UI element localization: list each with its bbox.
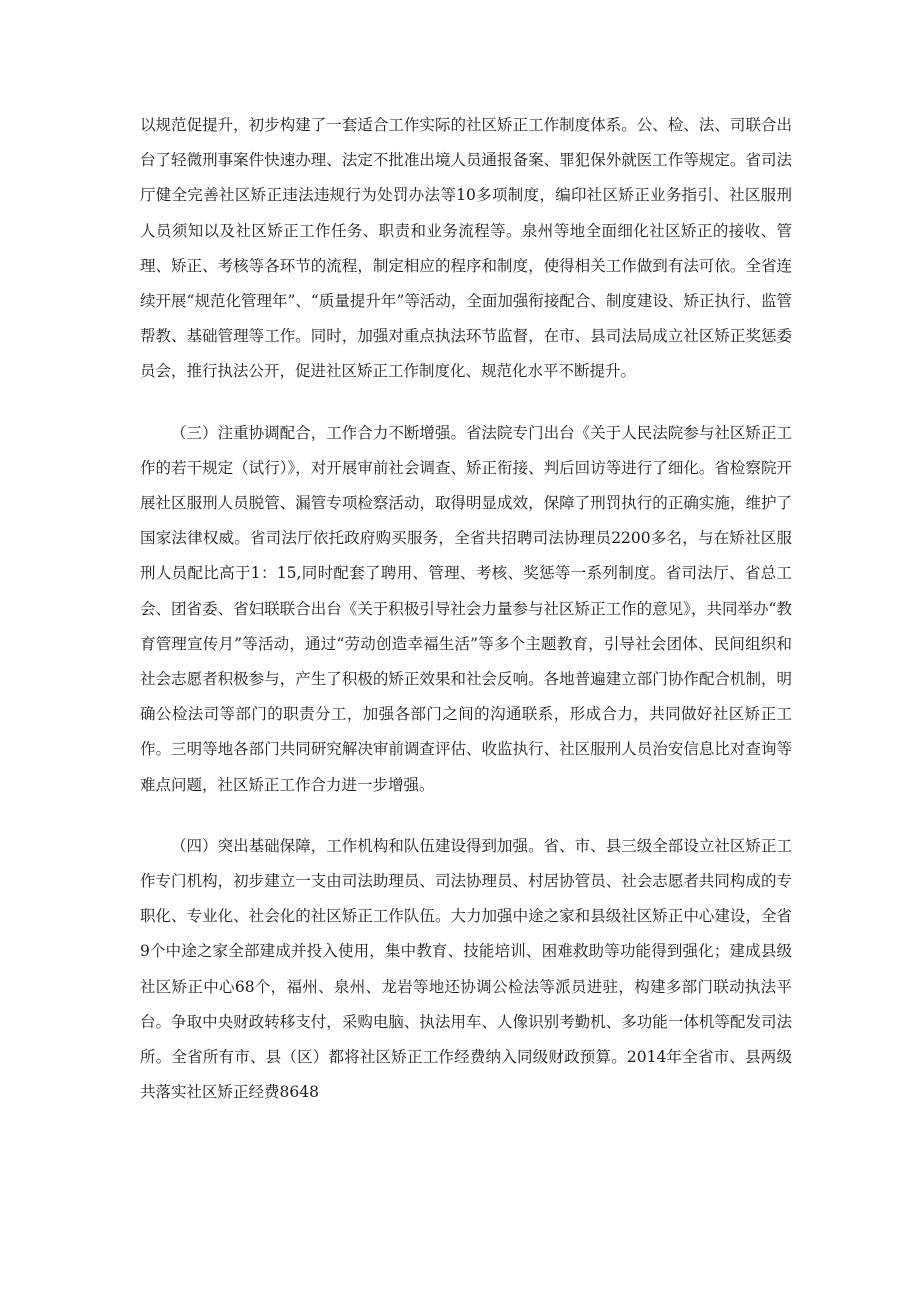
paragraph-section-three: （三）注重协调配合，工作合力不断增强。省法院专门出台《关于人民法院参与社区矫正工作的若干规定（试行）》，对开展审前社会调查、矫正衔接、判后回访等进行了细化。省检察院开展社区服刑人员脱管、漏管专项检察活动，取得明显成效，保障了刑罚执行的正确实施，维护了国家法律权威。省司法厅依托政府购买服务，全省共招聘司法协理员2200多名，与在矫社区服刑人员配比高于1：15,同时配套了聘用、管理、考核、奖惩等一系列制度。省司法厅、省总工会、团省委、省妇联联合出台《关于积极引导社会力量参与社区矫正工作的意见》，共同举办“教育管理宣传月”等活动，通过“劳动创造幸福生活”等多个主题教育，引导社会团体、民间组织和社会志愿者积极参与，产生了积极的矫正效果和社会反响。各地普遍建立部门协作配合机制，明确公检法司等部门的职责分工，加强各部门之间的沟通联系，形成合力，共同做好社区矫正工作。三明等地各部门共同研究解决审前调查评估、收监执行、社区服刑人员治安信息比对查询等难点问题，社区矫正工作合力进一步增强。	[140, 423, 792, 794]
document-page	[140, 108, 792, 1136]
paragraph-section-four: （四）突出基础保障，工作机构和队伍建设得到加强。省、市、县三级全部设立社区矫正工作专门机构，初步建立一支由司法助理员、司法协理员、村居协管员、社会志愿者共同构成的专职化、专业化、社会化的社区矫正工作队伍。大力加强中途之家和县级社区矫正中心建设，全省9个中途之家全部建成并投入使用，集中教育、技能培训、困难救助等功能得到强化；建成县级社区矫正中心68个，福州、泉州、龙岩等地还协调公检法等派员进驻，构建多部门联动执法平台。争取中央财政转移支付，采购电脑、执法用车、人像识别考勤机、多功能一体机等配发司法所。全省所有市、县（区）都将社区矫正工作经费纳入同级财政预算。2014年全省市、县两级共落实社区矫正经费8648	[140, 836, 792, 1102]
paragraph-continuation: 以规范促提升，初步构建了一套适合工作实际的社区矫正工作制度体系。公、检、法、司联合出台了轻微刑事案件快速办理、法定不批准出境人员通报备案、罪犯保外就医工作等规定。省司法厅健全完善社区矫正违法违规行为处罚办法等10多项制度，编印社区矫正业务指引、社区服刑人员须知以及社区矫正工作任务、职责和业务流程等。泉州等地全面细化社区矫正的接收、管理、矫正、考核等各环节的流程，制定相应的程序和制度，使得相关工作做到有法可依。全省连续开展“规范化管理年”、“质量提升年”等活动，全面加强衔接配合、制度建设、矫正执行、监管帮教、基础管理等工作。同时，加强对重点执法环节监督，在市、县司法局成立社区矫正奖惩委员会，推行执法公开，促进社区矫正工作制度化、规范化水平不断提升。	[140, 116, 792, 381]
